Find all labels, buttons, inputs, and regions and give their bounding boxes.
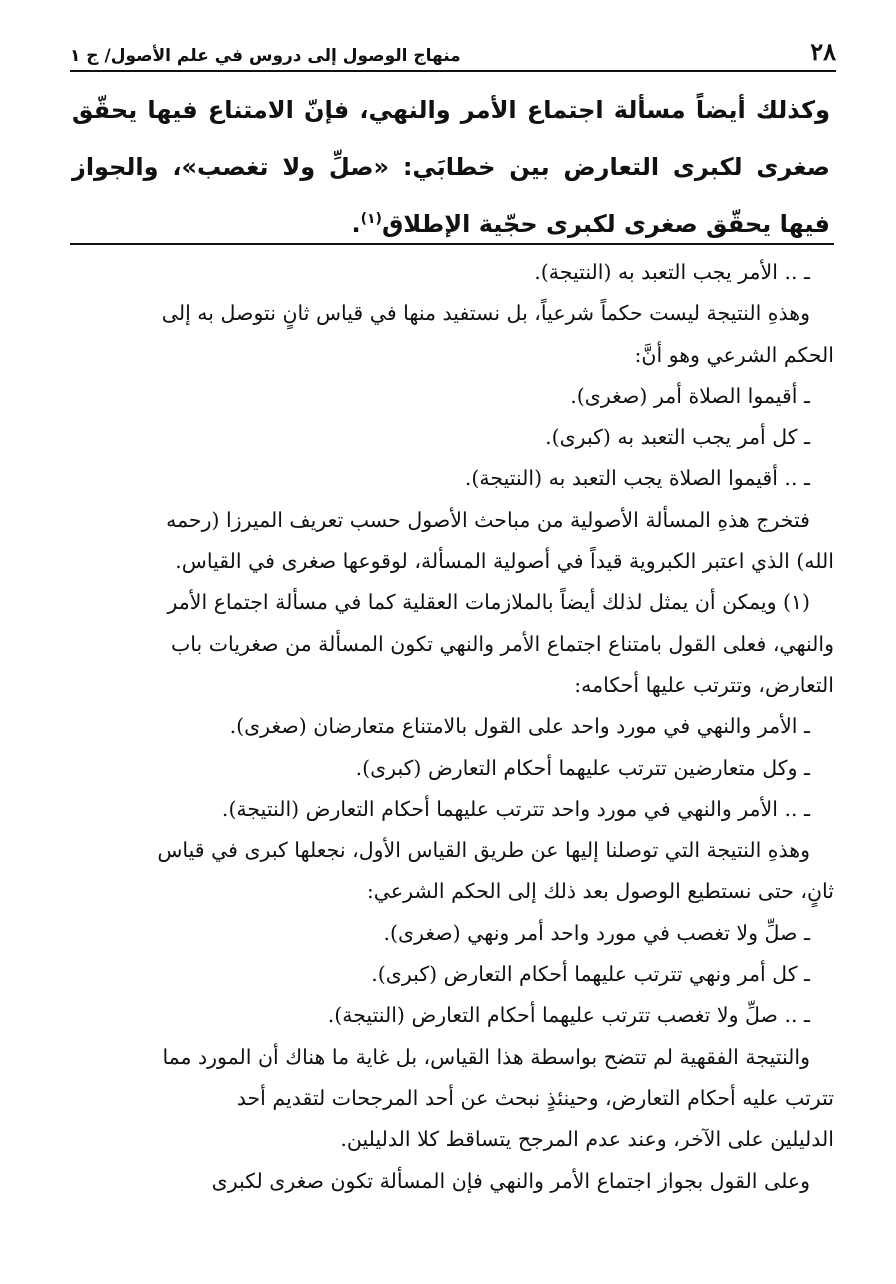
main-paragraph [72, 82, 830, 253]
page-number: ٢٨ [810, 37, 836, 66]
footnote-line: الحكم الشرعي وهو أنَّ: [634, 342, 834, 367]
footnote-line: وعلى القول بجواز اجتماع الأمر والنهي فإن المسألة تكون صغرى لكبرى [211, 1168, 810, 1193]
footnote-line: والنتيجة الفقهية لم تتضح بواسطة هذا القياس، بل غاية ما هناك أن المورد مما [162, 1044, 810, 1069]
footnote-line: ـ .. أقيموا الصلاة يجب التعبد به (النتيجة). [464, 466, 810, 491]
footnote-line: تترتب عليه أحكام التعارض، وحينئذٍ نبحث عن أحد المرجحات لتقديم أحد [236, 1085, 834, 1110]
footnote-reference: (١) [360, 211, 382, 227]
page-header [70, 30, 836, 72]
footnote-line: (١) ويمكن أن يمثل لذلك أيضاً بالملازمات العقلية كما في مسألة اجتماع الأمر [167, 590, 810, 615]
footnotes-block [66, 252, 834, 1202]
footnote-line: ـ أقيموا الصلاة أمر (صغرى). [570, 383, 810, 408]
footnote-line: ـ كل أمر ونهي تترتب عليهما أحكام التعارض (كبرى). [371, 962, 810, 987]
footnote-separator [70, 243, 834, 245]
running-title: منهاج الوصول إلى دروس في علم الأصول/ ج ١ [70, 46, 461, 66]
footnote-line: ـ .. صلِّ ولا تغصب تترتب عليهما أحكام التعارض (النتيجة). [327, 1003, 810, 1028]
footnote-line: ـ .. الأمر يجب التعبد به (النتيجة). [534, 260, 810, 284]
footnote-line: الدليلين على الآخر، وعند عدم المرجح يتساقط كلا الدليلين. [340, 1127, 834, 1152]
main-paragraph-text: وكذلك أيضاً مسألة اجتماع الأمر والنهي، فإنّ الامتناع فيها يحقّق صغرى لكبرى التعارض بين خطابَي: «صلِّ ولا تغصب»، والجواز فيها يحقّق صغرى لكبرى حجّية الإطلاق [72, 96, 830, 238]
footnote-line: فتخرج هذهِ المسألة الأصولية من مباحث الأصول حسب تعريف الميرزا (رحمه [166, 507, 810, 532]
footnote-line: ـ الأمر والنهي في مورد واحد على القول بالامتناع متعارضان (صغرى). [229, 714, 810, 739]
footnote-line: وهذهِ النتيجة التي توصلنا إليها عن طريق القياس الأول، نجعلها كبرى في قياس [157, 838, 810, 863]
footnote-line: ـ وكل متعارضين تترتب عليهما أحكام التعارض (كبرى). [355, 755, 810, 780]
main-text-block [72, 82, 830, 253]
footnote-line: ثانٍ، حتى نستطيع الوصول بعد ذلك إلى الحكم الشرعي: [366, 879, 834, 904]
footnote-line: والنهي، فعلى القول بامتناع اجتماع الأمر والنهي تكون المسألة من صغريات باب [170, 631, 834, 656]
footnote-line: الله) الذي اعتبر الكبروية قيداً في أصولية المسألة، لوقوعها صغرى في القياس. [175, 549, 834, 574]
footnote-line: ـ صلِّ ولا تغصب في مورد واحد أمر ونهي (صغرى). [383, 920, 810, 945]
footnote-line: التعارض، وتترتب عليها أحكامه: [574, 672, 834, 697]
footnote-line: وهذهِ النتيجة ليست حكماً شرعياً، بل نستفيد منها في قياس ثانٍ نتوصل به إلى [161, 301, 810, 326]
main-paragraph-end: . [351, 210, 361, 238]
footnote-line: ـ .. الأمر والنهي في مورد واحد تترتب عليهما أحكام التعارض (النتيجة). [221, 796, 810, 821]
footnote-line: ـ كل أمر يجب التعبد به (كبرى). [545, 425, 810, 450]
